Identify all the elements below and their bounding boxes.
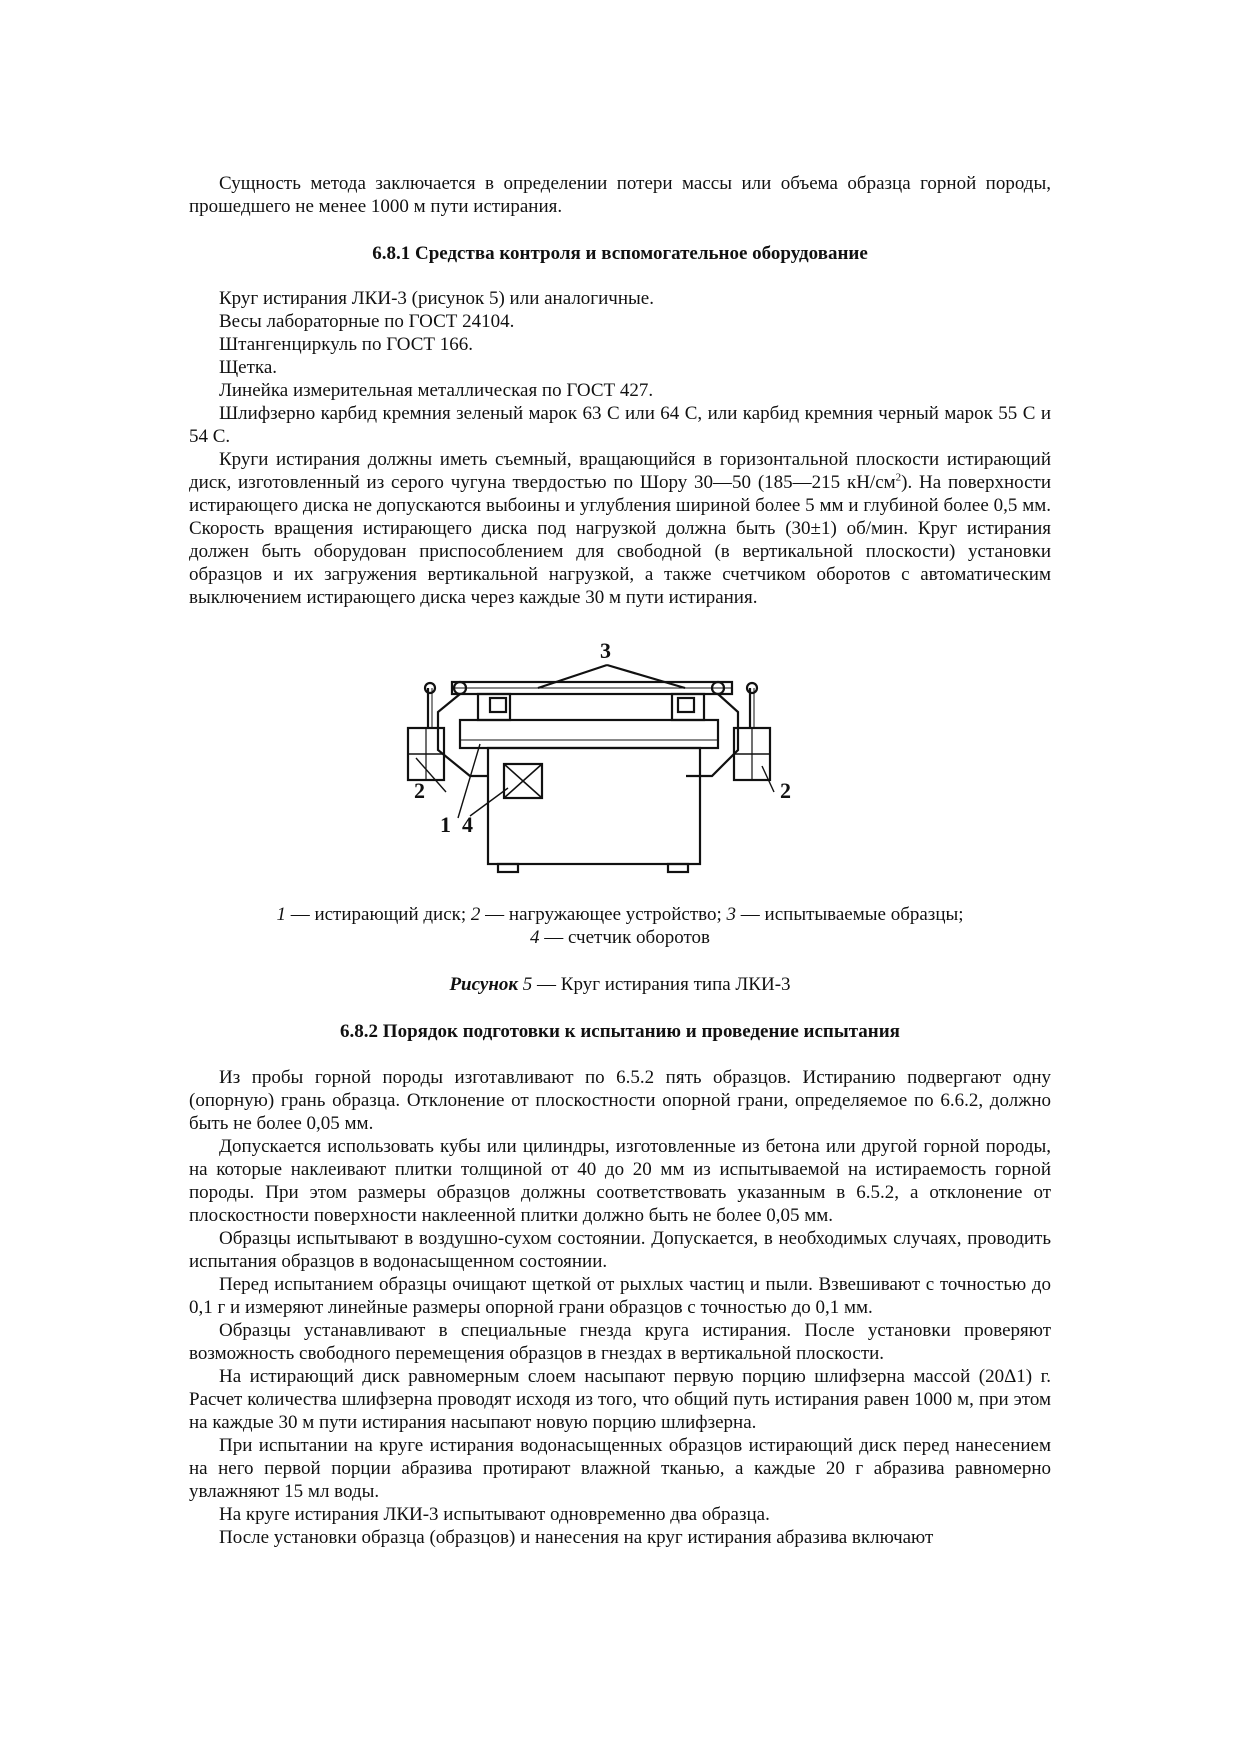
body-paragraph: Образцы устанавливают в специальные гнезда круга истирания. После установки проверяют возможность свободного перемещения образцов в гнездах в вертикальной плоскости. [189, 1320, 1051, 1364]
body-paragraph: На истирающий диск равномерным слоем насыпают первую порцию шлифзерна массой (20Δ1) г. Расчет количества шлифзерна проводят исходя из того, что общий путь истирания равен 1000 м, при этом на каждые 30 м пути истирания насыпают новую порцию шлифзерна. [189, 1366, 1051, 1433]
equipment-line: Щетка. [219, 357, 278, 378]
disk-text-b: ). На поверхности истирающего диска не допускаются выбоины и углубления шириной более 5 мм и глубиной более 0,5 мм. Скорость вращения истирающего диска под нагрузкой должна быть (30±1) об/мин. Круг истирания должен быть оборудован приспособлением для свободной (в вертикальной плоскости) установки образцов и их загружения вертикальной нагрузкой, а также счетчиком оборотов с автоматическим выключением истирающего диска через каждые 30 м пути истирания. [189, 472, 1051, 608]
body-paragraph: Из пробы горной породы изготавливают по 6.5.2 пять образцов. Истиранию подвергают одну (опорную) грань образца. Отклонение от плоскостности опорной грани, определяемое по 6.6.2, должно быть не более 0,05 мм. [189, 1067, 1051, 1134]
figure-legend [189, 903, 1051, 949]
abrasion-disk [460, 720, 718, 748]
caption-word: Рисунок [449, 974, 519, 995]
abrasion-machine-diagram [414, 638, 860, 880]
section-681-heading-block [189, 242, 1051, 265]
legend-num: 3 [726, 904, 737, 925]
section-681-heading: 6.8.1 Средства контроля и вспомогательное оборудование [372, 243, 868, 264]
legend-num: 1 [276, 904, 286, 925]
legend-text: — испытываемые образцы; [736, 904, 964, 925]
legend-text: — счетчик оборотов [539, 927, 710, 948]
body-paragraph: После установки образца (образцов) и нанесения на круг истирания абразива включают [219, 1527, 934, 1548]
equipment-line: Весы лабораторные по ГОСТ 24104. [219, 311, 515, 332]
body-paragraph: Допускается использовать кубы или цилиндры, изготовленные из бетона или другой горной породы, на которые наклеивают плитки толщиной от 40 до 20 мм из испытываемой на истираемость горной породы. При этом размеры образцов должны соответствовать указанным в 6.5.2, а отклонение от плоскостности поверхности наклеенной плитки должно быть не более 0,05 мм. [189, 1136, 1051, 1226]
figure-caption [189, 973, 1051, 996]
leader-3-left [538, 665, 607, 688]
disk-text-a: Круги истирания должны иметь съемный, вращающийся в горизонтальной плоскости истирающий диск, изготовленный из серого чугуна твердостью по Шору 30—50 (185—215 кН/см [189, 449, 1051, 493]
legend-text: — истирающий диск; [285, 904, 471, 925]
label-4: 4 [462, 812, 473, 837]
equipment-line: Круг истирания ЛКИ-3 (рисунок 5) или аналогичные. [219, 288, 654, 309]
sample-left [490, 698, 506, 712]
disk-requirements-paragraph [189, 448, 1051, 609]
legend-num: 4 [530, 927, 540, 948]
legend-line-2 [189, 926, 1051, 949]
body-paragraph: Образцы испытывают в воздушно-сухом состоянии. Допускается, в необходимых случаях, проводить испытания образцов в водонасыщенном состоянии. [189, 1228, 1051, 1272]
foot-right [668, 864, 688, 872]
body-paragraph: Перед испытанием образцы очищают щеткой от рыхлых частиц и пыли. Взвешивают с точностью до 0,1 г и измеряют линейные размеры опорной грани образцов с точностью до 0,1 мм. [189, 1274, 1051, 1318]
body-paragraph: На круге истирания ЛКИ-3 испытывают одновременно два образца. [219, 1504, 770, 1525]
section-682-heading: 6.8.2 Порядок подготовки к испытанию и проведение испытания [340, 1021, 900, 1042]
leader-3-right [607, 665, 685, 688]
equipment-line: Штангенциркуль по ГОСТ 166. [219, 334, 473, 355]
leader-1 [458, 744, 480, 818]
section-682-heading-block [189, 1020, 1051, 1043]
caption-number: 5 [518, 974, 533, 995]
label-1: 1 [440, 812, 451, 837]
equipment-line: Линейка измерительная металлическая по ГОСТ 427. [219, 380, 654, 401]
intro-block [189, 172, 1051, 218]
frame-arm-left [438, 694, 488, 776]
sample-right [678, 698, 694, 712]
intro-paragraph: Сущность метода заключается в определении потери массы или объема образца горной породы, прошедшего не менее 1000 м пути истирания. [189, 173, 1051, 217]
legend-text: — нагружающее устройство; [480, 904, 727, 925]
caption-text: — Круг истирания типа ЛКИ-3 [532, 974, 791, 995]
section-682-body [189, 1066, 1051, 1549]
label-2-right: 2 [780, 778, 791, 803]
legend-line-1 [189, 903, 1051, 926]
section-681-body [189, 287, 1051, 609]
legend-num: 2 [470, 904, 481, 925]
machine-base [488, 748, 700, 864]
label-2-left: 2 [414, 778, 425, 803]
superscript-2: 2 [895, 471, 902, 484]
body-paragraph: При испытании на круге истирания водонасыщенных образцов истирающий диск перед нанесением на него первой порции абразива протирают влажной тканью, а каждые 20 г абразива равномерно увлажняют 15 мл воды. [189, 1435, 1051, 1502]
foot-left [498, 864, 518, 872]
label-3: 3 [600, 638, 611, 663]
abrasive-paragraph: Шлифзерно карбид кремния зеленый марок 63 С или 64 С, или карбид кремния черный марок 55 С и 54 С. [189, 403, 1051, 447]
